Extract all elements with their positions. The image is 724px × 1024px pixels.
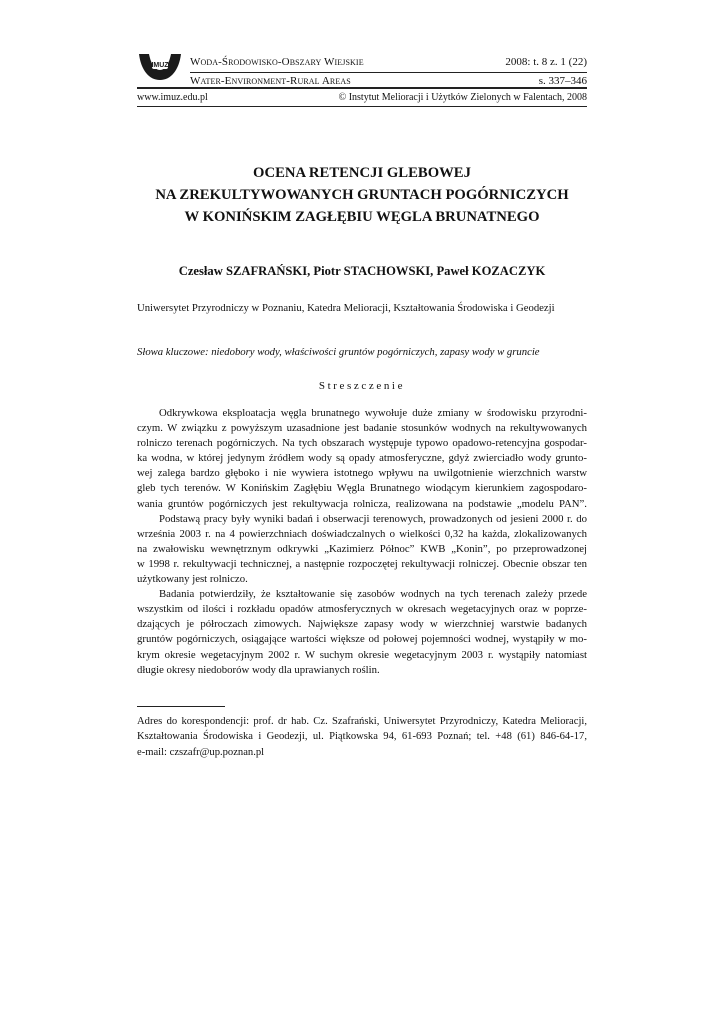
abstract-line: na zwałowisku wewnętrznym odkrywki „Kazimierz Północ” KWB „Konin”, po przeprowadzonej <box>137 542 587 555</box>
correspondence-footnote <box>137 714 587 760</box>
abstract-paragraph <box>137 512 587 587</box>
journal-name-en: Water-Environment-Rural Areas <box>190 75 351 87</box>
abstract-line: września 2003 r. na 4 powierzchniach doświadczalnych o wielkości 0,32 ha każda, zlokalizowanych <box>137 527 587 540</box>
meta-row <box>137 91 587 104</box>
journal-volume: 2008: t. 8 z. 1 (22) <box>505 56 587 68</box>
logo-text: IMUZ <box>151 62 169 69</box>
title-line-2: NA ZREKULTYWOWANYCH GRUNTACH POGÓRNICZYCH <box>155 187 569 203</box>
journal-header <box>137 48 587 92</box>
abstract-line: w 1998 r. rekultywacji technicznej, a następnie rozpoczętej rekultywacji rolniczej. Obecnie obszar ten <box>137 557 587 570</box>
copyright-notice: © Instytut Melioracji i Użytków Zielonych w Falentach, 2008 <box>338 92 587 103</box>
keywords: Słowa kluczowe: niedobory wody, właściwości gruntów pogórniczych, zapasy wody w gruncie <box>137 346 540 358</box>
abstract-line: krym okresie wegetacyjnym 2002 r. W suchym okresie wegetacyjnym 2003 r. wystąpiły natomiast <box>137 648 587 661</box>
footnote-line: Kształtowania Środowiska i Geodezji, ul. Piątkowska 94, 61-693 Poznań; tel. +48 (61) 846-64-17, <box>137 731 587 743</box>
imuz-logo <box>137 52 183 82</box>
abstract-heading: Streszczenie <box>318 380 406 392</box>
article-title <box>137 162 587 228</box>
abstract-line: wszystkim od ilości i rozkładu opadów atmosferycznych w okresach wegetacyjnych oraz w poprze- <box>137 603 587 616</box>
journal-pages: s. 337–346 <box>538 75 587 87</box>
website-link[interactable]: www.imuz.edu.pl <box>137 92 208 103</box>
header-rule <box>137 87 587 89</box>
footnote-rule <box>137 706 225 707</box>
journal-info <box>190 54 587 90</box>
abstract-line: Badania potwierdziły, że kształtowanie się zasobów wodnych na tych terenach zależy przede <box>159 588 587 601</box>
meta-rule <box>137 106 587 107</box>
abstract-line: rolniczo terenach pogórniczych. Na tych obszarach występuje typowo opadowo-retencyjna gospodar- <box>137 437 587 450</box>
title-line-1: OCENA RETENCJI GLEBOWEJ <box>253 165 471 181</box>
abstract-line: czym. W związku z powyższym uzasadnione jest badanie stosunków wodnych na rekultywowanych <box>137 422 587 435</box>
abstract-line: użytkowany jest rolniczo. <box>137 573 248 586</box>
abstract-body <box>137 406 587 678</box>
abstract-line: ka wodna, w której jedynym źródłem wody są opady atmosferyczne, gdyż zwierciadło wody grunto- <box>137 452 587 465</box>
abstract-line: gruntów pogórniczych, osiągające wartości większe od połowej pojemności wodnej, wystąpiły w mo- <box>137 633 587 646</box>
journal-name-pl: Woda-Środowisko-Obszary Wiejskie <box>190 56 364 68</box>
abstract-line: gleb tych terenów. W Konińskim Zagłębiu Węgla Brunatnego wiodącym kierunkiem zagospodaro- <box>137 482 587 495</box>
abstract-line: wej zalega bardzo głęboko i nie wywiera istotnego wpływu na uwilgotnienie wierzchnich warstw <box>137 467 587 480</box>
abstract-paragraph <box>137 406 587 512</box>
abstract-line: długie okresy niedoborów wody dla uprawianych roślin. <box>137 663 380 676</box>
abstract-paragraph <box>137 587 587 678</box>
abstract-line: Podstawą pracy były wyniki badań i obserwacji terenowych, prowadzonych od jesieni 2000 r. do <box>159 512 587 525</box>
abstract-line: Odkrywkowa eksploatacja węgla brunatnego wywołuje duże zmiany w środowisku przyrodni- <box>159 407 587 419</box>
affiliation: Uniwersytet Przyrodniczy w Poznaniu, Katedra Melioracji, Kształtowania Środowiska i Geodezji <box>137 302 555 314</box>
title-line-3: W KONIŃSKIM ZAGŁĘBIU WĘGLA BRUNATNEGO <box>184 209 540 225</box>
footnote-email[interactable]: e-mail: czszafr@up.poznan.pl <box>137 746 265 758</box>
abstract-line: dzających je półroczach zimowych. Największe zapasy wody w wierzchniej warstwie badanych <box>137 618 587 631</box>
abstract-line: wania gruntów pogórniczych jest rekultywacja rolnicza, realizowana na podstawie „modelu PAN”. <box>137 497 587 510</box>
authors: Czesław SZAFRAŃSKI, Piotr STACHOWSKI, Paweł KOZACZYK <box>178 264 546 278</box>
footnote-line: Adres do korespondencji: prof. dr hab. Cz. Szafrański, Uniwersytet Przyrodniczy, Katedra Melioracji, <box>137 716 587 727</box>
